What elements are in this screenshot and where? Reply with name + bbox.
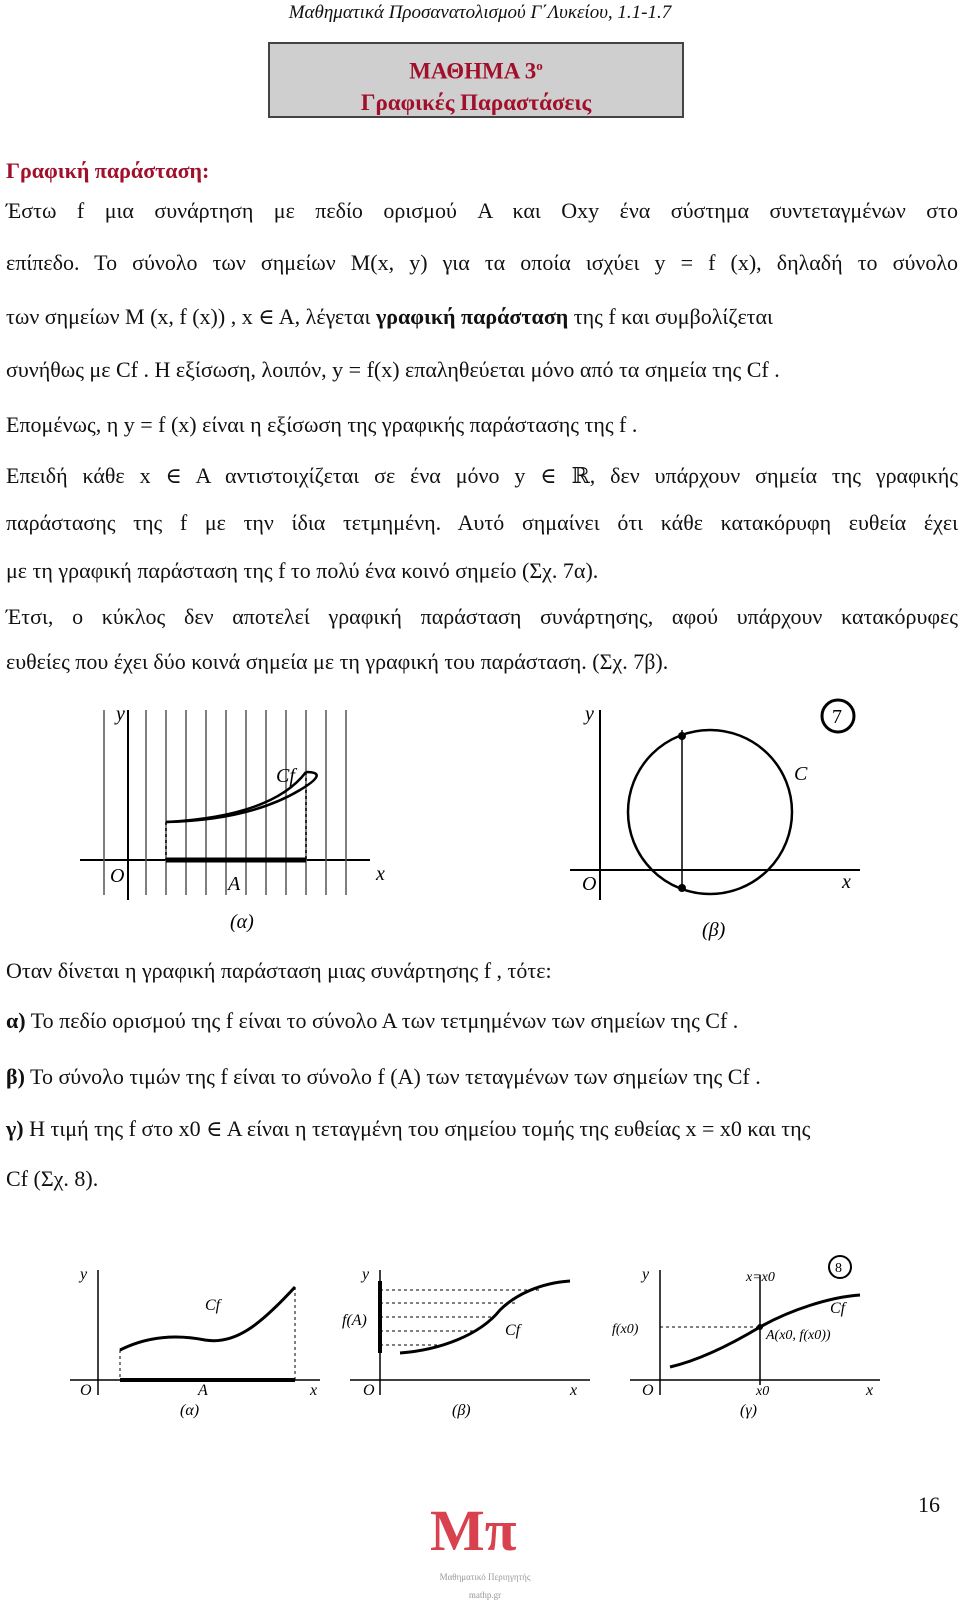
lesson-sup: ο bbox=[536, 58, 543, 73]
para1-line4: συνήθως με Cf . Η εξίσωση, λοιπόν, y = f(x) επαληθεύεται μόνο από τα σημεία της Cf . bbox=[6, 357, 780, 382]
figure-7b bbox=[570, 700, 860, 941]
fig8b-cf: Cf bbox=[505, 1322, 521, 1339]
para5: Οταν δίνεται η γραφική παράσταση μιας συνάρτησης f , τότε: bbox=[6, 958, 552, 983]
figure-7a bbox=[80, 703, 385, 933]
para1-line3-c: της f και συμβολίζεται bbox=[568, 304, 773, 329]
para4-line1: Έτσι, ο κύκλος δεν αποτελεί γραφική παράσταση συνάρτησης, αφού υπάρχουν κατακόρυφες bbox=[6, 604, 958, 629]
fig8a-cf: Cf bbox=[205, 1297, 221, 1314]
fig8a-x: x bbox=[310, 1382, 318, 1399]
item-c-continued: Cf (Σχ. 8). bbox=[6, 1166, 99, 1191]
fig8-num: 8 bbox=[835, 1261, 842, 1276]
fig8c-fx0: f(x0) bbox=[612, 1322, 639, 1337]
fig8a-o: O bbox=[80, 1382, 92, 1399]
para1-line1: Έστω f μια συνάρτηση με πεδίο ορισμού A και Oxy ένα σύστημα συντεταγμένων στο bbox=[6, 198, 958, 223]
lesson-title-box bbox=[268, 42, 684, 118]
fig8b-o: O bbox=[363, 1382, 375, 1399]
intersection-bottom bbox=[678, 884, 686, 892]
para2: Επομένως, η y = f (x) είναι η εξίσωση της γραφικής παράστασης της f . bbox=[6, 412, 638, 437]
fig8c-caption: (γ) bbox=[740, 1402, 757, 1419]
fig7b-caption: (β) bbox=[702, 919, 726, 941]
fig7b-y: y bbox=[585, 703, 594, 725]
section-heading: Γραφική παράσταση: bbox=[6, 158, 210, 183]
para3-line1: Επειδή κάθε x ∈ A αντιστοιχίζεται σε ένα μόνο y ∈ ℝ, δεν υπάρχουν σημεία της γραφικής bbox=[6, 463, 958, 488]
fig8a-a: A bbox=[198, 1382, 208, 1399]
mathp-logo bbox=[430, 1480, 540, 1610]
para1-line3 bbox=[6, 304, 958, 330]
figure-8 bbox=[70, 1255, 890, 1420]
lesson-title: ΜΑΘΗΜΑ 3 bbox=[409, 58, 537, 84]
fig7b-x: x bbox=[842, 871, 851, 893]
page-number: 16 bbox=[918, 1492, 940, 1517]
fig8c-x: x bbox=[866, 1382, 874, 1399]
intersection-top bbox=[678, 732, 686, 740]
logo-line1: Μαθηματικό Περιηγητής bbox=[439, 1572, 531, 1582]
fig8b-fa: f(A) bbox=[342, 1312, 367, 1329]
fig7b-o: O bbox=[582, 873, 597, 895]
para3-line2: παράστασης της f με την ίδια τετμημένη. Αυτό σημαίνει ότι κάθε κατακόρυφη ευθεία έχει bbox=[6, 510, 958, 535]
definition-term: γραφική παράσταση bbox=[375, 304, 569, 329]
fig8a-caption: (α) bbox=[180, 1402, 200, 1419]
fig7a-x: x bbox=[376, 863, 385, 885]
item-c bbox=[6, 1116, 958, 1142]
figure-7 bbox=[70, 690, 890, 950]
figure-8c bbox=[612, 1256, 880, 1419]
page-header: Μαθηματικά Προσανατολισμού Γ΄Λυκείου, 1.1-1.7 bbox=[288, 2, 672, 23]
fig7b-c: C bbox=[794, 763, 808, 785]
item-a bbox=[6, 1008, 958, 1034]
item-b-text: Το σύνολο τιμών της f είναι το σύνολο f (A) των τεταγμένων των σημείων της Cf . bbox=[24, 1064, 761, 1089]
item-b bbox=[6, 1064, 958, 1090]
fig8b-y: y bbox=[362, 1266, 370, 1283]
item-b-label: β) bbox=[6, 1064, 25, 1089]
para1-line3-a: των σημείων M (x, f (x)) , x ∈ A, λέγεται bbox=[6, 304, 376, 329]
fig7a-cf: Cf bbox=[276, 765, 295, 787]
para1-line2: επίπεδο. Το σύνολο των σημείων M(x, y) για τα οποία ισχύει y = f (x), δηλαδή το σύνολο bbox=[6, 250, 958, 275]
fig8c-x0: x0 bbox=[756, 1384, 770, 1399]
para4-line2: ευθείες που έχει δύο κοινά σημεία με τη γραφική του παράσταση. (Σχ. 7β). bbox=[6, 649, 669, 674]
fig7a-o: O bbox=[110, 865, 125, 887]
fig7-num: 7 bbox=[832, 706, 842, 728]
fig7a-a: A bbox=[228, 873, 241, 895]
fig8b-caption: (β) bbox=[452, 1402, 471, 1419]
vertical-lines bbox=[104, 710, 346, 895]
para3-line3: με τη γραφική παράσταση της f το πολύ ένα κοινό σημείο (Σχ. 7α). bbox=[6, 558, 599, 583]
item-a-label: α) bbox=[6, 1008, 26, 1033]
logo-mark: Mπ bbox=[430, 1498, 517, 1563]
figure-8a bbox=[70, 1266, 320, 1419]
logo-line2: mathp.gr bbox=[468, 1590, 502, 1600]
figure-8b bbox=[342, 1266, 590, 1419]
fig8c-cf: Cf bbox=[830, 1300, 846, 1317]
fig8c-point: A(x0, f(x0)) bbox=[766, 1328, 831, 1343]
fig8c-o: O bbox=[642, 1382, 654, 1399]
item-a-text: Το πεδίο ορισμού της f είναι το σύνολο Α των τετμημένων των σημείων της Cf . bbox=[25, 1008, 739, 1033]
fig8a-y: y bbox=[80, 1266, 88, 1283]
fig7a-caption: (α) bbox=[230, 911, 254, 933]
fig8b-x: x bbox=[570, 1382, 578, 1399]
item-c-text: Η τιμή της f στο x0 ∈ A είναι η τεταγμένη του σημείου τομής της ευθείας x = x0 και της bbox=[23, 1116, 811, 1141]
fig7a-y: y bbox=[116, 703, 125, 725]
point-a bbox=[757, 1324, 763, 1330]
fig8c-y: y bbox=[642, 1266, 650, 1283]
item-c-label: γ) bbox=[6, 1116, 24, 1141]
fig8c-line: x=x0 bbox=[746, 1270, 775, 1285]
lesson-subtitle: Γραφικές Παραστάσεις bbox=[360, 89, 592, 115]
